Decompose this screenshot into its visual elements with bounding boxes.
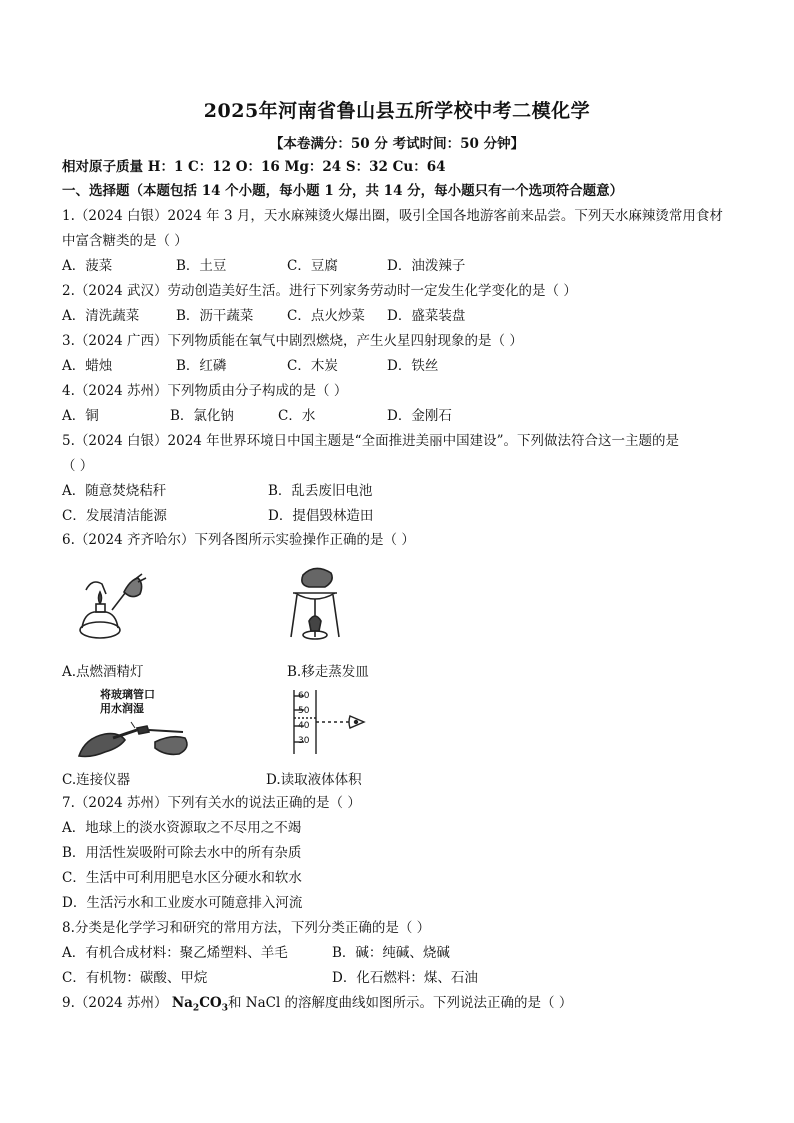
question-5-option-a: A．随意焚烧秸秆 <box>62 483 167 499</box>
question-2-option-b: B．沥干蔬菜 <box>176 308 254 324</box>
question-3-option-b: B．红磷 <box>176 358 227 374</box>
cylinder-tick-40: 40 <box>298 721 310 731</box>
figure-a-caption: A.点燃酒精灯 <box>62 664 144 680</box>
question-4-line-1: 4.（2024 苏州）下列物质由分子构成的是（ ） <box>62 383 348 399</box>
question-2-line-1: 2.（2024 武汉）劳动创造美好生活。进行下列家务劳动时一定发生化学变化的是（ ） <box>62 283 577 299</box>
question-5-option-c: C．发展清洁能源 <box>62 508 167 524</box>
question-8-line-1: 8.分类是化学学习和研究的常用方法，下列分类正确的是（ ） <box>62 920 431 936</box>
figure-b-caption: B.移走蒸发皿 <box>287 664 369 680</box>
figure-c-label-line-1: 将玻璃管口 <box>100 688 155 701</box>
question-2-option-a: A．清洗蔬菜 <box>62 308 140 324</box>
question-9-line-1 <box>62 993 572 1019</box>
question-9-prefix: 9.（2024 苏州） <box>62 995 172 1011</box>
question-6-line-1: 6.（2024 齐齐哈尔）下列各图所示实验操作正确的是（ ） <box>62 532 415 548</box>
exam-title: 2025年河南省鲁山县五所学校中考二模化学 <box>203 100 591 122</box>
formula-sub-3: 3 <box>221 1003 228 1014</box>
cylinder-scale <box>298 689 309 749</box>
question-7-option-a: A．地球上的淡水资源取之不尽用之不竭 <box>62 820 302 836</box>
question-2-option-c: C．点火炒菜 <box>287 308 365 324</box>
question-7-option-b: B．用活性炭吸附可除去水中的所有杂质 <box>62 845 302 861</box>
alcohol-lamp-figure <box>72 570 152 645</box>
exam-subtitle: 【本卷满分：50 分 考试时间：50 分钟】 <box>269 136 525 152</box>
formula-sub-2: 2 <box>192 1003 200 1014</box>
question-3-option-c: C．木炭 <box>287 358 338 374</box>
question-4-option-c: C．水 <box>278 408 316 424</box>
formula-co: CO <box>199 995 222 1011</box>
question-7-option-d: D．生活污水和工业废水可随意排入河流 <box>62 895 303 911</box>
section-heading: 一、选择题（本题包括 14 个小题，每小题 1 分，共 14 分，每小题只有一个选项符合题意） <box>62 183 624 199</box>
question-3-line-1: 3.（2024 广西）下列物质能在氧气中剧烈燃烧，产生火星四射现象的是（ ） <box>62 333 523 349</box>
question-1-option-a: A．菠菜 <box>62 258 113 274</box>
question-5-option-b: B．乱丢废旧电池 <box>268 483 373 499</box>
question-4-option-b: B．氯化钠 <box>170 408 234 424</box>
question-5-line-2: （ ） <box>62 458 94 474</box>
question-1-option-c: C．豆腐 <box>287 258 338 274</box>
question-1-line-2: 中富含糖类的是（ ） <box>62 233 188 249</box>
figure-c-label-line-2: 用水润湿 <box>100 702 144 715</box>
question-3-option-a: A．蜡烛 <box>62 358 113 374</box>
question-8-option-d: D．化石燃料：煤、石油 <box>332 970 478 986</box>
figure-c-caption: C.连接仪器 <box>62 772 131 788</box>
question-4-option-d: D．金刚石 <box>387 408 452 424</box>
question-7-option-c: C．生活中可利用肥皂水区分硬水和软水 <box>62 870 302 886</box>
figure-d-caption: D.读取液体体积 <box>266 772 362 788</box>
cylinder-tick-50: 50 <box>298 706 310 716</box>
question-5-option-d: D．提倡毁林造田 <box>268 508 374 524</box>
question-8-option-a: A．有机合成材料：聚乙烯塑料、羊毛 <box>62 945 288 961</box>
question-9-rest: 和 NaCl 的溶解度曲线如图所示。下列说法正确的是（ ） <box>227 995 573 1011</box>
connect-apparatus-figure <box>75 712 195 762</box>
cylinder-tick-60: 60 <box>298 691 310 701</box>
question-2-option-d: D．盛菜装盘 <box>387 308 466 324</box>
question-1-option-d: D．油泼辣子 <box>387 258 466 274</box>
atomic-mass-line: 相对原子质量 H：1 C：12 O：16 Mg：24 S：32 Cu：64 <box>62 159 446 175</box>
formula-na: Na <box>171 995 193 1011</box>
question-8-option-c: C．有机物：碳酸、甲烷 <box>62 970 208 986</box>
question-1-line-1: 1.（2024 白银）2024 年 3 月，天水麻辣烫火爆出圈，吸引全国各地游客前来品尝。下列天水麻辣烫常用食材 <box>62 208 723 224</box>
question-7-line-1: 7.（2024 苏州）下列有关水的说法正确的是（ ） <box>62 795 361 811</box>
question-4-option-a: A．铜 <box>62 408 99 424</box>
evaporating-dish-figure <box>285 565 345 645</box>
question-3-option-d: D．铁丝 <box>387 358 439 374</box>
question-8-option-b: B．碱：纯碱、烧碱 <box>332 945 450 961</box>
question-5-line-1: 5.（2024 白银）2024 年世界环境日中国主题是“全面推进美丽中国建设”。下列做法符合这一主题的是 <box>62 433 679 449</box>
cylinder-tick-30: 30 <box>298 736 310 746</box>
question-1-option-b: B．土豆 <box>176 258 227 274</box>
